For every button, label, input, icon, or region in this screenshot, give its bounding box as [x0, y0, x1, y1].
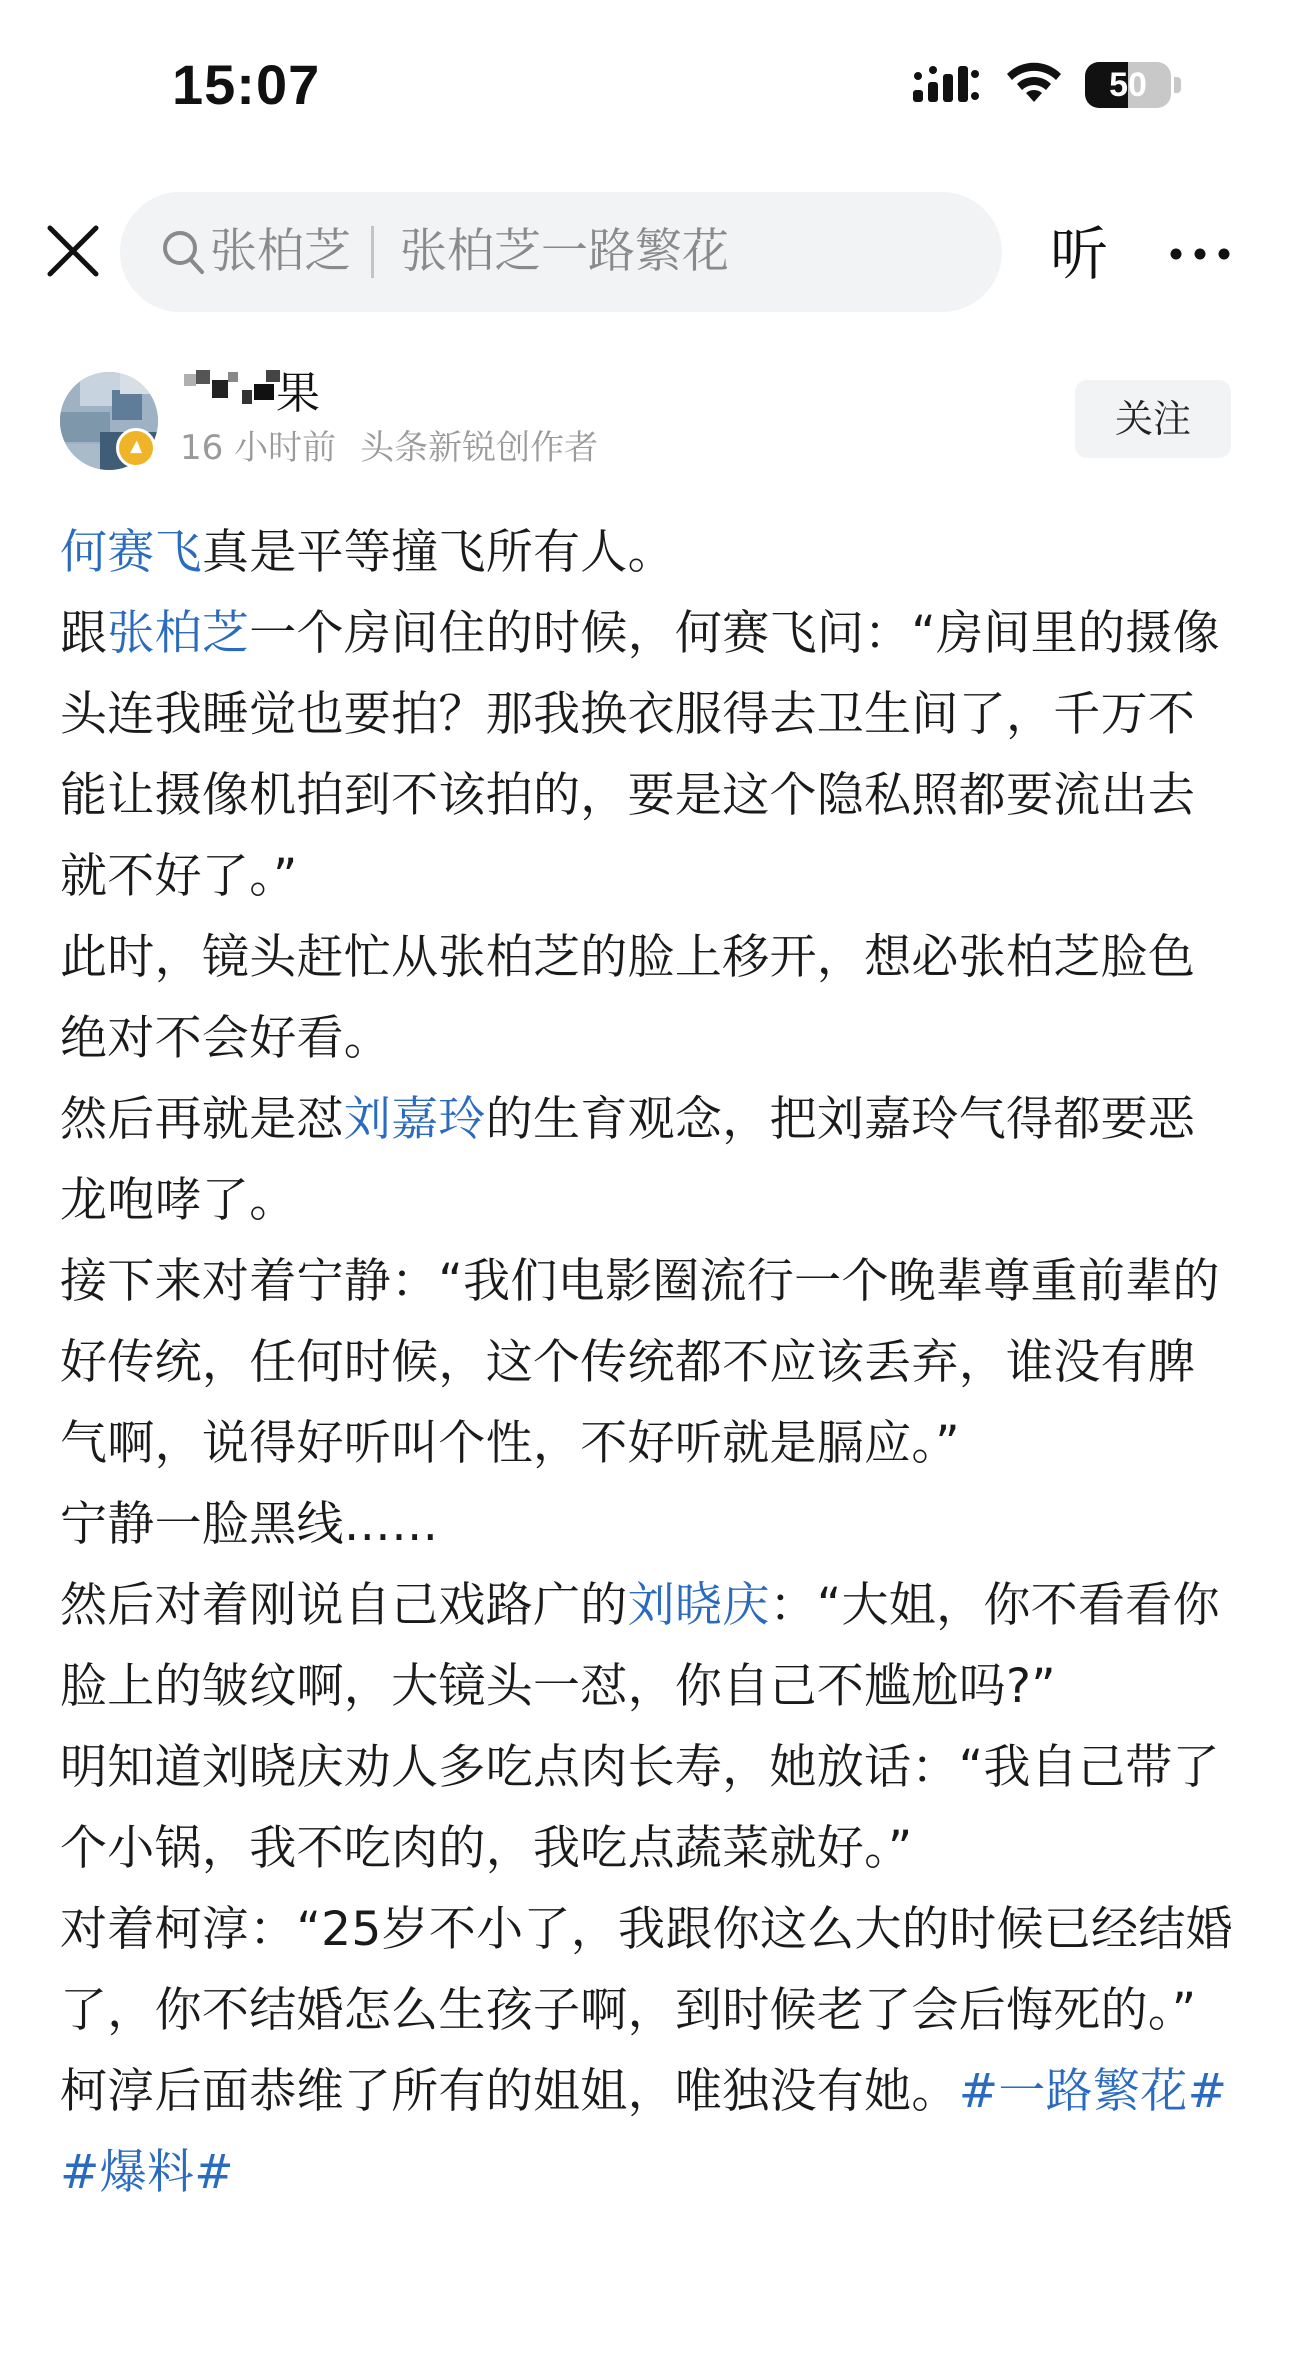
article-paragraph: [60, 1079, 1235, 1241]
article-body: [60, 512, 1235, 2213]
article-text: 柯淳后面恭维了所有的姐姐，唯独没有她。: [60, 2064, 959, 2119]
search-bar[interactable]: [120, 192, 1002, 312]
author-meta: [180, 424, 598, 472]
article-text: 明知道刘晓庆劝人多吃点肉长寿，她放话：“我自己带了个小锅，我不吃肉的，我吃点蔬菜就好。”: [60, 1740, 1220, 1876]
article-text: 一个房间住的时候，何赛飞问：“房间里的摄像头连我睡觉也要拍？那我换衣服得去卫生间了，千万不能让摄像机拍到不该拍的，要是这个隐私照都要流出去就不好了。”: [60, 606, 1220, 904]
battery-level-text: 50: [1109, 66, 1147, 104]
author-title: 头条新锐创作者: [360, 428, 599, 468]
article-text: 然后再就是怼: [60, 1092, 344, 1147]
search-icon: [160, 228, 206, 276]
follow-button[interactable]: 关注: [1075, 380, 1231, 458]
more-icon[interactable]: [1168, 246, 1232, 262]
battery-icon: [1085, 62, 1181, 108]
close-icon[interactable]: [44, 222, 102, 280]
creator-badge-icon: [116, 428, 156, 468]
search-suggestion[interactable]: 张柏芝一路繁花: [400, 224, 729, 279]
article-paragraph: [60, 1484, 1235, 1565]
article-paragraph: [60, 1727, 1235, 1889]
signal-icon: [913, 62, 983, 108]
article-paragraph: [60, 917, 1235, 1079]
article-paragraph: [60, 1565, 1235, 1727]
article-paragraph: [60, 1889, 1235, 2051]
post-time: 16 小时前: [180, 428, 337, 468]
article-paragraph: [60, 593, 1235, 917]
status-bar: [0, 0, 1290, 160]
entity-link[interactable]: 何赛飞: [60, 525, 202, 580]
article-text: 对着柯淳：“25岁不小了，我跟你这么大的时候已经结婚了，你不结婚怎么生孩子啊，到时候老了会后悔死的。”: [60, 1902, 1233, 2038]
article-text: 此时，镜头赶忙从张柏芝的脸上移开，想必张柏芝脸色绝对不会好看。: [60, 930, 1196, 1066]
article-paragraph: [60, 1241, 1235, 1484]
article-text: 然后对着刚说自己戏路广的: [60, 1578, 628, 1633]
search-divider: [371, 226, 374, 278]
search-keyword[interactable]: 张柏芝: [210, 224, 351, 279]
article-paragraph: [60, 2051, 1235, 2213]
entity-link[interactable]: 张柏芝: [107, 606, 250, 661]
entity-link[interactable]: 刘嘉玲: [343, 1092, 486, 1147]
hashtag-link[interactable]: #爆料#: [60, 2145, 234, 2200]
article-text: 宁静一脸黑线……: [60, 1497, 439, 1552]
author-name[interactable]: [182, 366, 402, 422]
article-paragraph: [60, 512, 1235, 593]
wifi-icon: [1005, 62, 1063, 106]
entity-link[interactable]: 刘晓庆: [627, 1578, 770, 1633]
article-text: 跟: [60, 606, 108, 661]
listen-button[interactable]: 听: [1050, 220, 1109, 288]
article-text: 真是平等撞飞所有人。: [201, 525, 675, 580]
status-time: 15:07: [172, 53, 321, 116]
article-text: 接下来对着宁静：“我们电影圈流行一个晚辈尊重前辈的好传统，任何时候，这个传统都不应该丢弃，谁没有脾气啊，说得好听叫个性，不好听就是膈应。”: [60, 1254, 1220, 1471]
author-name-text: 果: [276, 368, 320, 419]
article-text: ：“大姐，你不看看你脸上的皱纹啊，大镜头一怼，你自己不尴尬吗?”: [60, 1578, 1220, 1714]
hashtag-link[interactable]: #一路繁花#: [958, 2064, 1228, 2119]
article-text: 的生育观念，把刘嘉玲气得都要恶龙咆哮了。: [60, 1092, 1196, 1228]
